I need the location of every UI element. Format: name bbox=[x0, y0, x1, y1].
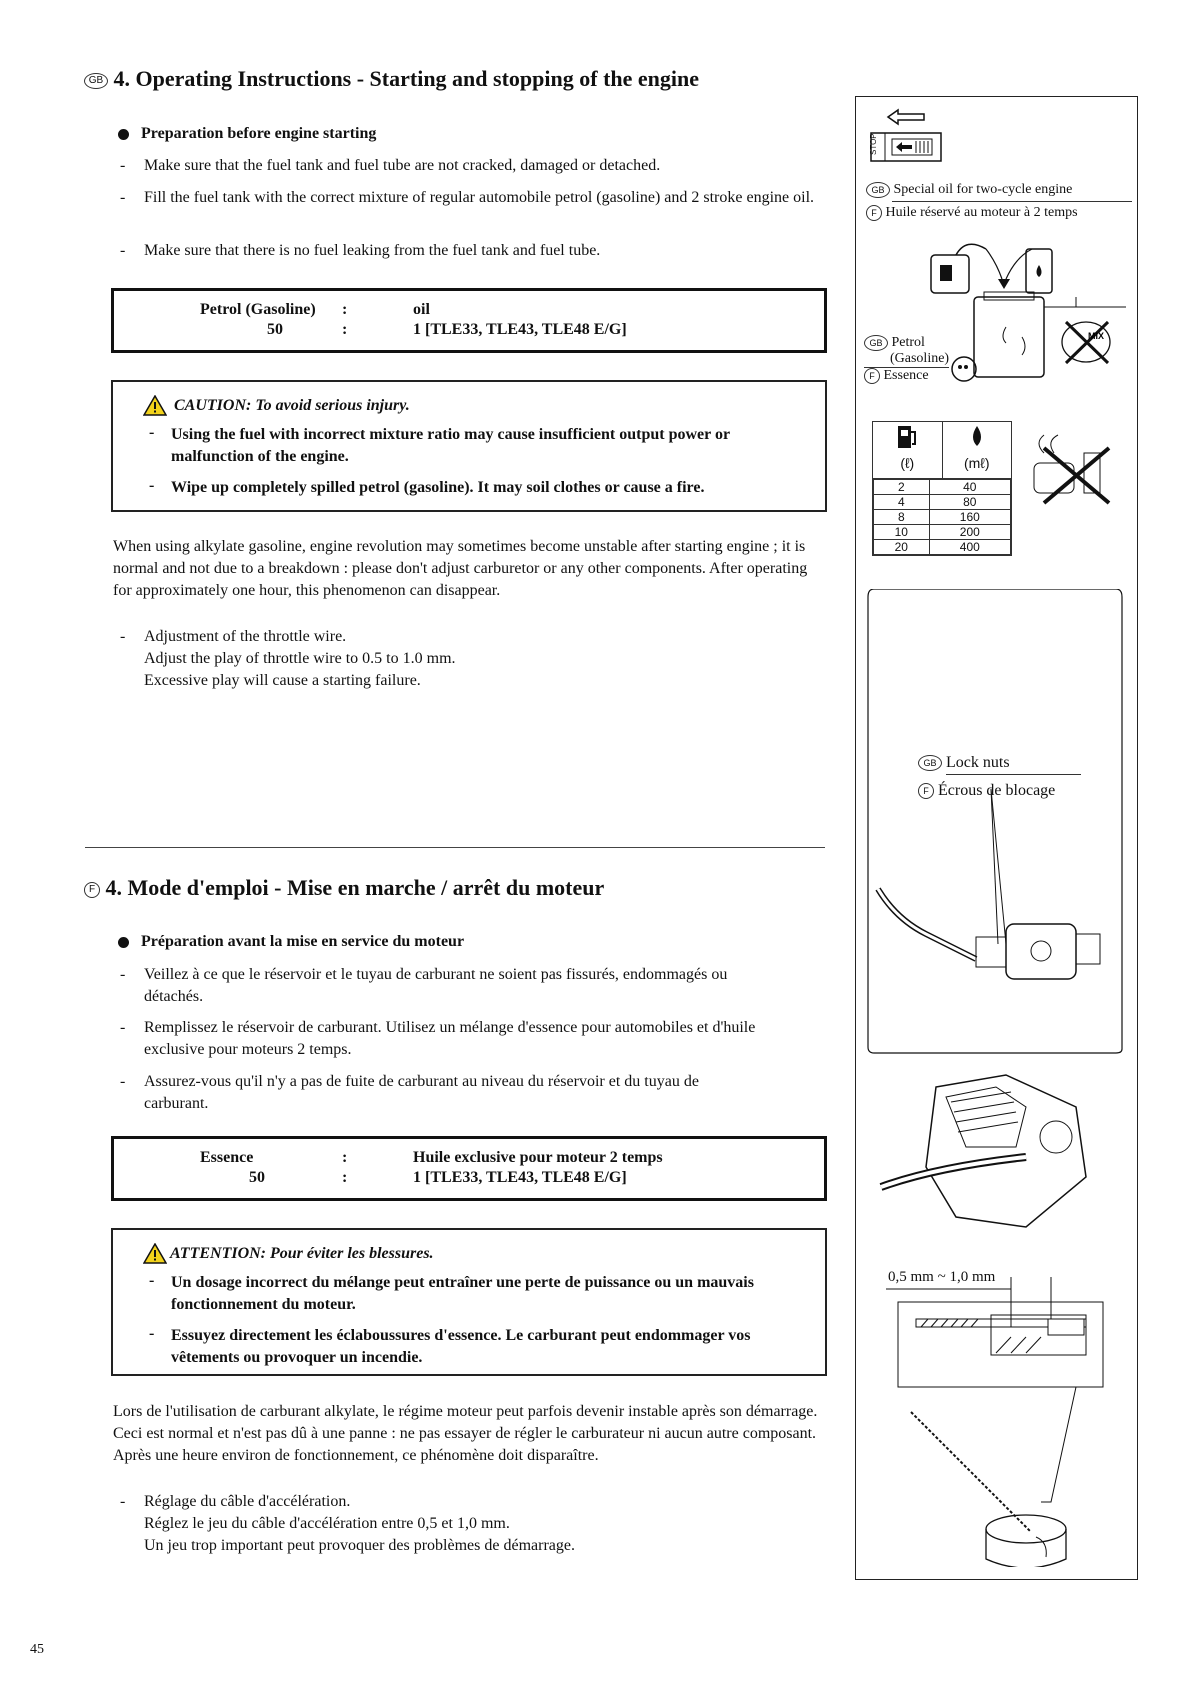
mix-colon: : bbox=[342, 301, 348, 318]
bullet-icon bbox=[118, 129, 129, 140]
prep-heading-fr bbox=[118, 933, 464, 951]
fuel-pump-icon bbox=[895, 422, 919, 450]
section-divider bbox=[85, 847, 825, 848]
illustration-sidebar bbox=[855, 96, 1138, 1580]
mix-no-label: MIX bbox=[1088, 331, 1105, 341]
f-language-badge: F bbox=[84, 882, 100, 898]
f-language-badge: F bbox=[918, 783, 934, 799]
locknuts-label-gb: GB Lock nuts bbox=[918, 754, 1010, 772]
alkylate-note-en: When using alkylate gasoline, engine revolution may sometimes become unstable after starting engine ; it is normal and not due to a breakdown : please don't adjust carburetor or any other components. After operating for approximately one hour, this phenomenon can disappear. bbox=[113, 538, 808, 599]
table-row: 2 40 bbox=[874, 480, 1011, 495]
oil-drop-icon bbox=[967, 422, 987, 450]
divider bbox=[892, 201, 1132, 202]
alkylate-note-fr: Lors de l'utilisation de carburant alkylate, le régime moteur peut parfois devenir instable après son démarrage. Ceci est normal et n'est pas dû à une panne : ne pas essayer de régler le carburateur ni aucun autre composant. Après une heure environ de fonctionnement, ce phénomène doit disparaître. bbox=[113, 1403, 818, 1464]
fuel-column-header: (ℓ) bbox=[873, 422, 943, 478]
oil-label-gb: GB Special oil for two-cycle engine bbox=[866, 182, 1072, 198]
mixture-ratio-box-fr bbox=[111, 1136, 827, 1201]
oil-label-f: F Huile réservé au moteur à 2 temps bbox=[866, 205, 1078, 221]
no-smoking-fire-icon bbox=[1024, 433, 1124, 513]
prep-heading-text: Preparation before engine starting bbox=[141, 125, 377, 142]
fuel-mixing-illustration bbox=[926, 237, 1136, 387]
gb-language-badge: GB bbox=[864, 335, 888, 351]
caution-box-fr: ATTENTION: Pour éviter les blessures. - Un dosage incorrect du mélange peut entraîner une perte de puissance ou un mauvais fonctionnement du moteur. - Essuyez directement les éclaboussures d'essence. Le carburant peut endommager vos vêtements ou provoquer un incendie. bbox=[111, 1228, 827, 1376]
prep-heading-en bbox=[118, 125, 376, 143]
divider bbox=[946, 774, 1081, 775]
mix-table-body bbox=[873, 479, 1011, 555]
mixing-table bbox=[872, 421, 1012, 556]
table-row: 10 200 bbox=[874, 525, 1011, 540]
caution-box-en: CAUTION: To avoid serious injury. - Using the fuel with incorrect mixture ratio may cause insufficient output power or malfunction of the engine. - Wipe up completely spilled petrol (gasoline). It may soil clothes or cause a fire. bbox=[111, 380, 827, 512]
mix-colon: : bbox=[342, 1149, 348, 1166]
table-row: 4 80 bbox=[874, 495, 1011, 510]
throttle-play-detail bbox=[876, 1267, 1116, 1567]
mix-right-label: Huile exclusive pour moteur 2 temps bbox=[413, 1149, 663, 1166]
title-text: 4. Operating Instructions - Starting and stopping of the engine bbox=[113, 66, 700, 91]
play-measure-label: 0,5 mm ~ 1,0 mm bbox=[888, 1269, 996, 1285]
petrol-label: GB Petrol (Gasoline) F Essence bbox=[864, 335, 949, 384]
mix-colon: : bbox=[342, 321, 348, 338]
oil-column-header: (mℓ) bbox=[943, 422, 1012, 478]
title-text: 4. Mode d'emploi - Mise en marche / arrêt du moteur bbox=[105, 875, 605, 900]
gb-language-badge: GB bbox=[918, 755, 942, 771]
gb-language-badge: GB bbox=[866, 182, 890, 198]
f-language-badge: F bbox=[866, 205, 882, 221]
gb-language-badge: GB bbox=[84, 73, 108, 89]
mixture-ratio-box-en bbox=[111, 288, 827, 353]
carburetor-callout bbox=[866, 589, 1126, 1059]
mix-right-label: oil bbox=[413, 301, 430, 318]
mix-left-label: Essence bbox=[200, 1149, 254, 1166]
section-title-en bbox=[84, 66, 699, 92]
warning-triangle-icon bbox=[143, 1243, 167, 1264]
bullet-icon bbox=[118, 937, 129, 948]
mix-colon: : bbox=[342, 1169, 348, 1186]
locknuts-label-f: F Écrous de blocage bbox=[918, 782, 1055, 800]
caution-title: ATTENTION: Pour éviter les blessures. bbox=[170, 1244, 434, 1262]
prep-heading-text: Préparation avant la mise en service du moteur bbox=[141, 933, 465, 950]
mix-left-value: 50 bbox=[267, 321, 283, 338]
f-language-badge: F bbox=[864, 368, 880, 384]
stop-label: STOP bbox=[869, 133, 878, 155]
page-number: 45 bbox=[30, 1642, 44, 1657]
mix-right-value: 1 [TLE33, TLE43, TLE48 E/G] bbox=[413, 321, 627, 338]
table-row: 8 160 bbox=[874, 510, 1011, 525]
engine-illustration bbox=[876, 1067, 1116, 1237]
caution-title: CAUTION: To avoid serious injury. bbox=[174, 396, 410, 414]
table-row: 20 400 bbox=[874, 540, 1011, 555]
section-title-fr bbox=[84, 875, 604, 901]
stop-switch-icon bbox=[868, 107, 948, 167]
mix-left-value: 50 bbox=[249, 1169, 265, 1186]
warning-triangle-icon bbox=[143, 395, 167, 416]
mix-right-value: 1 [TLE33, TLE43, TLE48 E/G] bbox=[413, 1169, 627, 1186]
mix-left-label: Petrol (Gasoline) bbox=[200, 301, 316, 318]
